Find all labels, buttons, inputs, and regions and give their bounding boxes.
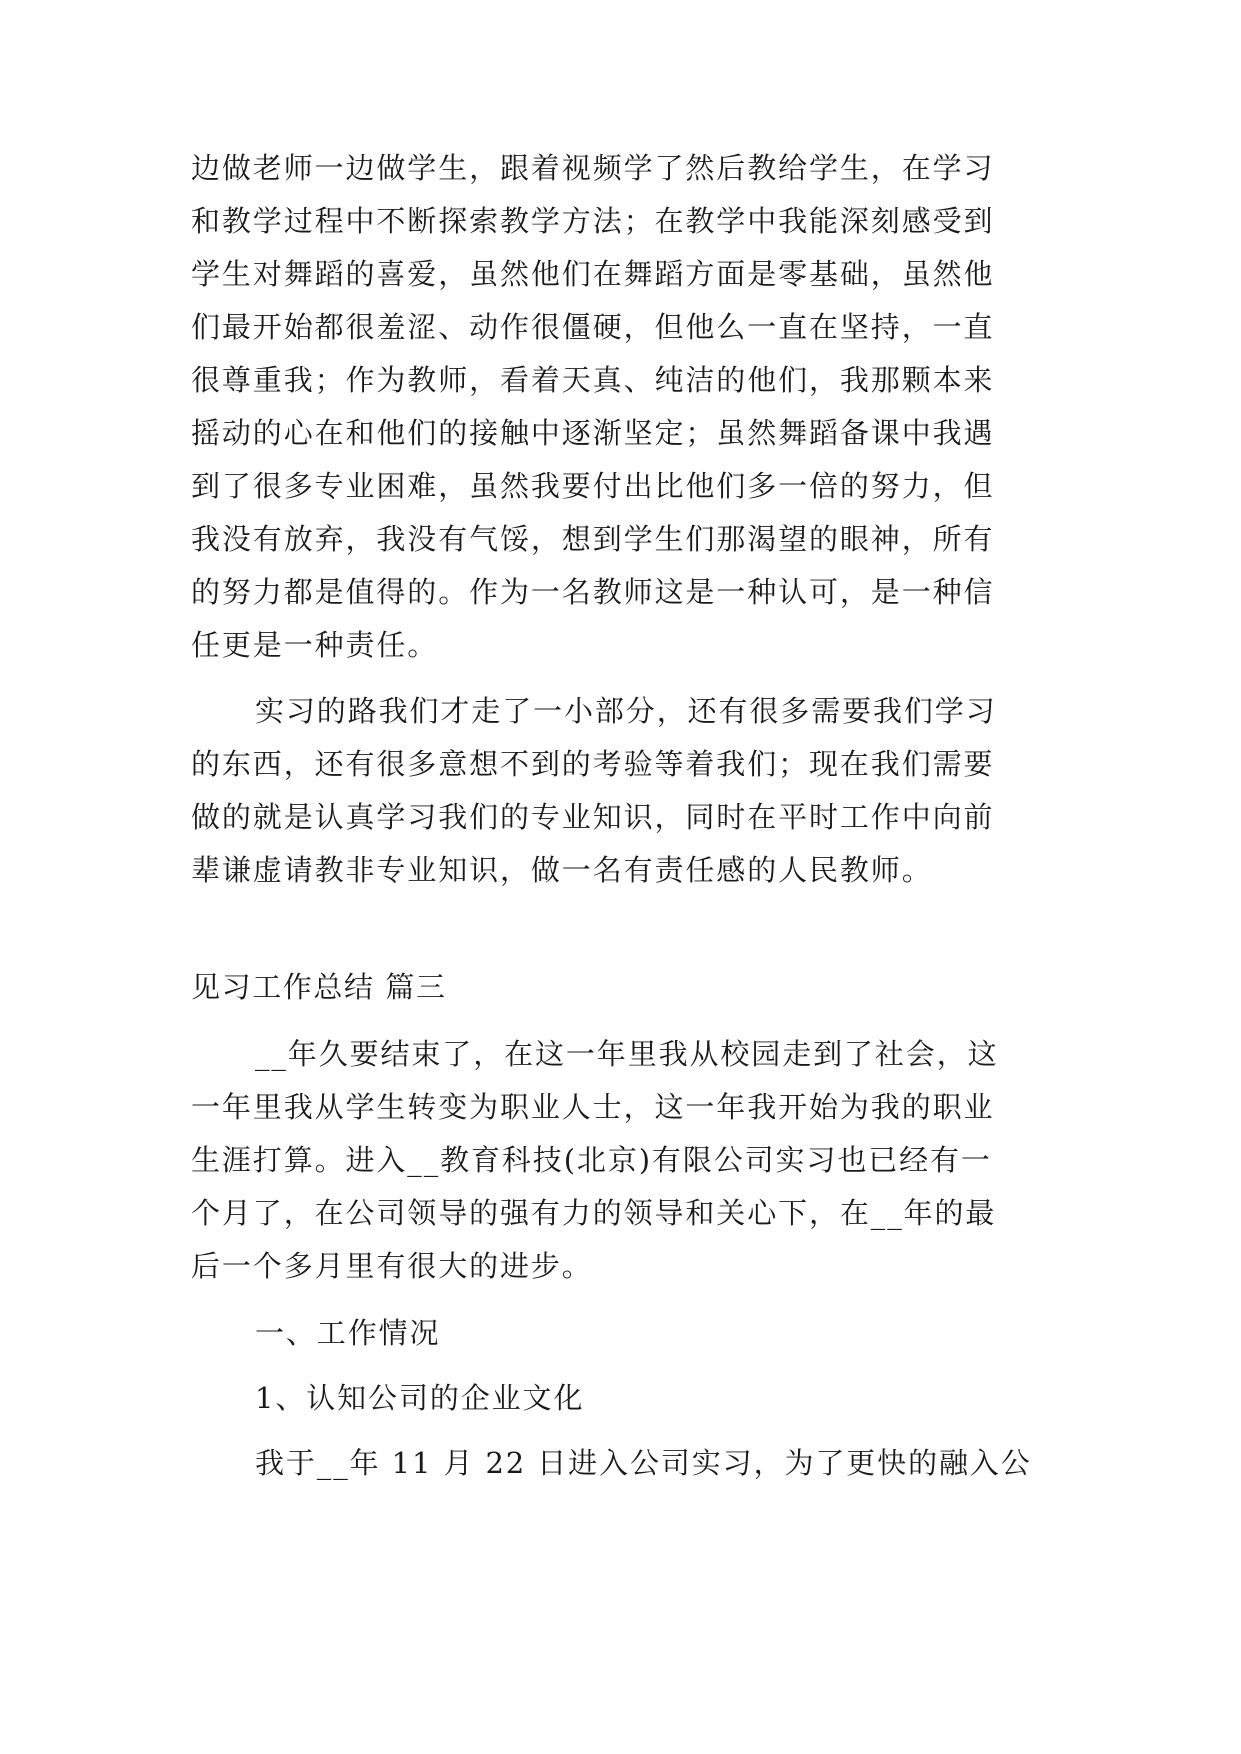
paragraph-line: 和教学过程中不断探索教学方法；在教学中我能深刻感受到 — [191, 204, 995, 238]
paragraph-line: 边做老师一边做学生，跟着视频学了然后教给学生，在学习 — [191, 151, 995, 185]
paragraph-line: 辈谦虚请教非专业知识，做一名有责任感的人民教师。 — [191, 853, 933, 887]
paragraph-line: 做的就是认真学习我们的专业知识，同时在平时工作中向前 — [191, 800, 995, 834]
subsection-heading: 一、工作情况 — [255, 1316, 441, 1350]
paragraph-line: 很尊重我；作为教师，看着天真、纯洁的他们，我那颗本来 — [191, 363, 995, 397]
paragraph-line: 实习的路我们才走了一小部分，还有很多需要我们学习 — [255, 694, 997, 728]
paragraph-line: 的东西，还有很多意想不到的考验等着我们；现在我们需要 — [191, 747, 995, 781]
paragraph-line: 一年里我从学生转变为职业人士，这一年我开始为我的职业 — [191, 1090, 995, 1124]
paragraph-line: 的努力都是值得的。作为一名教师这是一种认可，是一种信 — [191, 575, 995, 609]
paragraph-line: 学生对舞蹈的喜爱，虽然他们在舞蹈方面是零基础，虽然他 — [191, 257, 995, 291]
paragraph-line: 我没有放弃，我没有气馁，想到学生们那渴望的眼神，所有 — [191, 522, 995, 556]
section-heading: 见习工作总结 篇三 — [191, 970, 447, 1004]
paragraph-line: 任更是一种责任。 — [191, 628, 439, 662]
paragraph-line: 们最开始都很羞涩、动作很僵硬，但他么一直在坚持，一直 — [191, 310, 995, 344]
paragraph-line: 个月了，在公司领导的强有力的领导和关心下，在__年的最 — [191, 1196, 997, 1230]
paragraph-line: 摇动的心在和他们的接触中逐渐坚定；虽然舞蹈备课中我遇 — [191, 416, 995, 450]
paragraph-line: 到了很多专业困难，虽然我要付出比他们多一倍的努力，但 — [191, 469, 995, 503]
paragraph-line: __年久要结束了，在这一年里我从校园走到了社会，这 — [255, 1037, 999, 1071]
subsection-heading: 1、认知公司的企业文化 — [255, 1381, 585, 1415]
paragraph-line: 我于__年 11 月 22 日进入公司实习，为了更快的融入公 — [255, 1446, 1032, 1480]
paragraph-line: 后一个多月里有很大的进步。 — [191, 1249, 593, 1283]
paragraph-line: 生涯打算。进入__教育科技(北京)有限公司实习也已经有一 — [191, 1143, 992, 1177]
